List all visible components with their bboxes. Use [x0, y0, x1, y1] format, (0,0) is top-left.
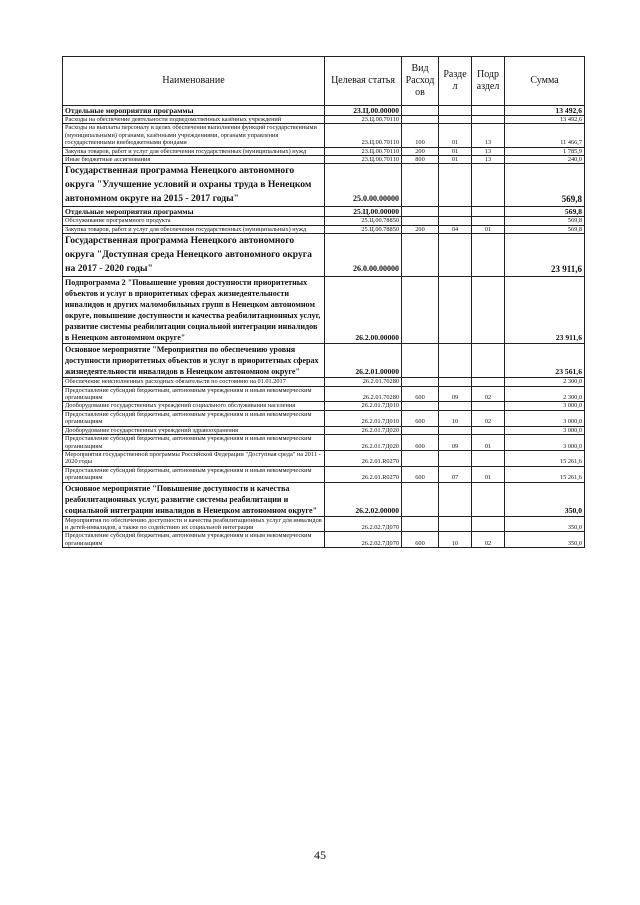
row-target-article: 26.2.01.7Д020 — [325, 435, 402, 451]
row-subsection — [472, 277, 505, 344]
row-amount: 350,0 — [505, 532, 585, 548]
row-expense-type: 600 — [402, 532, 439, 548]
table-row — [63, 234, 585, 277]
table-row — [63, 378, 585, 386]
row-target-article: 26.2.01.7Д020 — [325, 426, 402, 434]
table-row — [63, 106, 585, 116]
row-section — [439, 116, 472, 124]
header-target-article: Целевая статья — [325, 57, 402, 106]
row-name: Закупка товаров, работ и услуг для обеспечения государственных (муниципальных) нужд — [63, 147, 325, 155]
row-section: 10 — [439, 410, 472, 426]
row-amount: 13 492,6 — [505, 116, 585, 124]
table-row — [63, 164, 585, 207]
row-amount: 15 261,6 — [505, 466, 585, 482]
row-amount: 3 000,0 — [505, 402, 585, 410]
row-section — [439, 106, 472, 116]
row-target-article: 25.Ц.00.00000 — [325, 207, 402, 217]
header-expense-type: Вид Расход ов — [402, 57, 439, 106]
row-target-article: 26.2.02.00000 — [325, 482, 402, 516]
row-amount: 2 300,0 — [505, 378, 585, 386]
row-expense-type — [402, 426, 439, 434]
table-row — [63, 482, 585, 516]
table-row — [63, 402, 585, 410]
row-expense-type — [402, 217, 439, 225]
row-subsection — [472, 402, 505, 410]
row-section — [439, 234, 472, 277]
row-name: Предоставление субсидий бюджетным, автономным учреждениям и иным некоммерческим организациям — [63, 435, 325, 451]
row-expense-type — [402, 450, 439, 466]
row-name: Подпрограмма 2 "Повышение уровня доступности приоритетных объектов и услуг в приоритетных сферах жизнедеятельности инвалидов и других маломобильных групп в Ненецком автономном округе, повышение доступности и качества реабилитационных услуг, развитие системы реабилитации социальной интеграции инвалидов в Ненецком автономном округе" — [63, 277, 325, 344]
row-section: 01 — [439, 156, 472, 164]
row-target-article: 26.2.01.7Д010 — [325, 402, 402, 410]
header-subsection: Подр аздел — [472, 57, 505, 106]
row-section — [439, 344, 472, 378]
row-section — [439, 516, 472, 532]
row-section: 10 — [439, 532, 472, 548]
table-row — [63, 156, 585, 164]
row-name: Государственная программа Ненецкого автономного округа "Доступная среда Ненецкого автономного округа на 2017 - 2020 годы" — [63, 234, 325, 277]
row-section — [439, 426, 472, 434]
row-expense-type: 200 — [402, 225, 439, 233]
row-section — [439, 378, 472, 386]
row-expense-type — [402, 402, 439, 410]
row-expense-type — [402, 106, 439, 116]
table-row — [63, 207, 585, 217]
row-name: Отдельные мероприятия программы — [63, 106, 325, 116]
row-section: 09 — [439, 386, 472, 402]
row-expense-type: 600 — [402, 435, 439, 451]
row-amount: 11 466,7 — [505, 124, 585, 147]
row-expense-type — [402, 482, 439, 516]
row-subsection — [472, 378, 505, 386]
row-name: Основное мероприятие "Мероприятия по обеспечению уровня доступности приоритетных объектов и услуг в приоритетных сферах жизнедеятельности инвалидов в Ненецком автономном округе" — [63, 344, 325, 378]
row-subsection: 01 — [472, 435, 505, 451]
row-target-article: 26.2.02.7Д070 — [325, 516, 402, 532]
table-row — [63, 386, 585, 402]
table-row — [63, 410, 585, 426]
row-amount: 3 000,0 — [505, 435, 585, 451]
row-target-article: 23.Ц.00.70110 — [325, 116, 402, 124]
row-subsection — [472, 516, 505, 532]
table-row — [63, 450, 585, 466]
row-amount: 3 000,0 — [505, 410, 585, 426]
row-subsection: 02 — [472, 532, 505, 548]
row-target-article: 26.2.00.00000 — [325, 277, 402, 344]
row-expense-type: 100 — [402, 124, 439, 147]
row-section: 09 — [439, 435, 472, 451]
row-name: Закупка товаров, работ и услуг для обеспечения государственных (муниципальных) нужд — [63, 225, 325, 233]
row-expense-type — [402, 277, 439, 344]
row-target-article: 23.Ц.00.00000 — [325, 106, 402, 116]
row-amount: 569,8 — [505, 164, 585, 207]
row-subsection — [472, 106, 505, 116]
row-name: Основное мероприятие "Повышение доступности и качества реабилитационных услуг, развитие системы реабилитации и социальной интеграции инвалидов в Ненецком автономном округе" — [63, 482, 325, 516]
row-amount: 15 261,6 — [505, 450, 585, 466]
table-row — [63, 466, 585, 482]
table-header-row — [63, 57, 585, 106]
row-target-article: 25.Ц.00.78850 — [325, 217, 402, 225]
budget-table-container — [62, 56, 584, 548]
row-name: Предоставление субсидий бюджетным, автономным учреждениям и иным некоммерческим организациям — [63, 466, 325, 482]
table-row — [63, 426, 585, 434]
row-expense-type — [402, 164, 439, 207]
row-name: Мероприятия государственной программы Российской Федерации "Доступная среда" на 2011 - 2020 годы — [63, 450, 325, 466]
row-amount: 3 000,0 — [505, 426, 585, 434]
row-name: Расходы на выплаты персоналу в целях обеспечения выполнения функций государственными (муниципальными) органами, казёнными учреждениями, органами управления государственными внебюджетными фондами — [63, 124, 325, 147]
table-row — [63, 225, 585, 233]
row-name: Отдельные мероприятия программы — [63, 207, 325, 217]
budget-table — [62, 56, 585, 548]
row-section — [439, 277, 472, 344]
row-target-article: 25.Ц.00.78850 — [325, 225, 402, 233]
table-row — [63, 116, 585, 124]
row-amount: 350,0 — [505, 482, 585, 516]
row-name: Обеспечение неисполненных расходных обязательств по состоянию на 01.01.2017 — [63, 378, 325, 386]
row-amount: 23 561,6 — [505, 344, 585, 378]
row-amount: 2 300,0 — [505, 386, 585, 402]
row-subsection — [472, 116, 505, 124]
row-target-article: 23.Ц.00.70110 — [325, 124, 402, 147]
row-subsection — [472, 217, 505, 225]
row-subsection: 02 — [472, 410, 505, 426]
row-amount: 23 911,6 — [505, 277, 585, 344]
row-subsection — [472, 450, 505, 466]
row-subsection: 13 — [472, 156, 505, 164]
row-target-article: 23.Ц.00.70110 — [325, 147, 402, 155]
row-amount: 23 911,6 — [505, 234, 585, 277]
table-row — [63, 147, 585, 155]
row-section — [439, 217, 472, 225]
row-subsection — [472, 207, 505, 217]
row-name: Предоставление субсидий бюджетным, автономным учреждениям и иным некоммерческим организациям — [63, 386, 325, 402]
row-name: Государственная программа Ненецкого автономного округа "Улучшение условий и охраны труда в Ненецком автономном округе на 2015 - 2017 годы" — [63, 164, 325, 207]
row-target-article: 26.2.01.R0270 — [325, 466, 402, 482]
row-expense-type — [402, 207, 439, 217]
row-target-article: 26.2.01.R0270 — [325, 450, 402, 466]
table-row — [63, 277, 585, 344]
row-section: 07 — [439, 466, 472, 482]
row-amount: 13 492,6 — [505, 106, 585, 116]
page-number: 45 — [314, 848, 326, 862]
row-subsection — [472, 164, 505, 207]
row-target-article: 25.0.00.00000 — [325, 164, 402, 207]
row-section: 04 — [439, 225, 472, 233]
row-target-article: 26.2.01.00000 — [325, 344, 402, 378]
header-name: Наименование — [63, 57, 325, 106]
row-section — [439, 482, 472, 516]
row-expense-type: 200 — [402, 147, 439, 155]
row-expense-type — [402, 516, 439, 532]
row-expense-type — [402, 234, 439, 277]
row-section — [439, 164, 472, 207]
row-name: Иные бюджетные ассигнования — [63, 156, 325, 164]
row-target-article: 23.Ц.00.70110 — [325, 156, 402, 164]
row-name: Дооборудование государственных учреждений здравоохранения — [63, 426, 325, 434]
row-subsection — [472, 344, 505, 378]
table-row — [63, 344, 585, 378]
row-expense-type: 600 — [402, 466, 439, 482]
row-target-article: 26.0.00.00000 — [325, 234, 402, 277]
row-target-article: 26.2.02.7Д070 — [325, 532, 402, 548]
row-subsection: 13 — [472, 124, 505, 147]
table-row — [63, 435, 585, 451]
row-subsection: 02 — [472, 386, 505, 402]
row-subsection — [472, 426, 505, 434]
row-subsection: 01 — [472, 225, 505, 233]
row-amount: 1 785,9 — [505, 147, 585, 155]
row-name: Предоставление субсидий бюджетным, автономным учреждениям и иным некоммерческим организациям — [63, 532, 325, 548]
row-target-article: 26.2.01.70280 — [325, 386, 402, 402]
table-row — [63, 124, 585, 147]
header-amount: Сумма — [505, 57, 585, 106]
row-expense-type — [402, 116, 439, 124]
row-amount: 350,0 — [505, 516, 585, 532]
row-subsection — [472, 482, 505, 516]
row-section — [439, 450, 472, 466]
row-target-article: 26.2.01.70280 — [325, 378, 402, 386]
header-section: Разде л — [439, 57, 472, 106]
row-section — [439, 402, 472, 410]
table-row — [63, 217, 585, 225]
row-subsection: 01 — [472, 466, 505, 482]
row-amount: 569,8 — [505, 217, 585, 225]
row-name: Обслуживание программного продукта — [63, 217, 325, 225]
table-row — [63, 532, 585, 548]
row-name: Расходы на обеспечение деятельности подведомственных казённых учреждений — [63, 116, 325, 124]
row-subsection — [472, 234, 505, 277]
row-expense-type: 800 — [402, 156, 439, 164]
table-row — [63, 516, 585, 532]
row-expense-type — [402, 378, 439, 386]
row-expense-type — [402, 344, 439, 378]
row-amount: 240,0 — [505, 156, 585, 164]
row-section — [439, 207, 472, 217]
row-target-article: 26.2.01.7Д010 — [325, 410, 402, 426]
row-name: Предоставление субсидий бюджетным, автономным учреждениям и иным некоммерческим организациям — [63, 410, 325, 426]
row-name: Мероприятия по обеспечению доступности и качества реабилитационных услуг для инвалидов и детей-инвалидов, а также по содействию их социальной интеграции — [63, 516, 325, 532]
row-amount: 569,8 — [505, 225, 585, 233]
row-amount: 569,8 — [505, 207, 585, 217]
row-section: 01 — [439, 124, 472, 147]
row-name: Дооборудование государственных учреждений социального обслуживания населения — [63, 402, 325, 410]
row-expense-type: 600 — [402, 386, 439, 402]
row-subsection: 13 — [472, 147, 505, 155]
row-expense-type: 600 — [402, 410, 439, 426]
row-section: 01 — [439, 147, 472, 155]
